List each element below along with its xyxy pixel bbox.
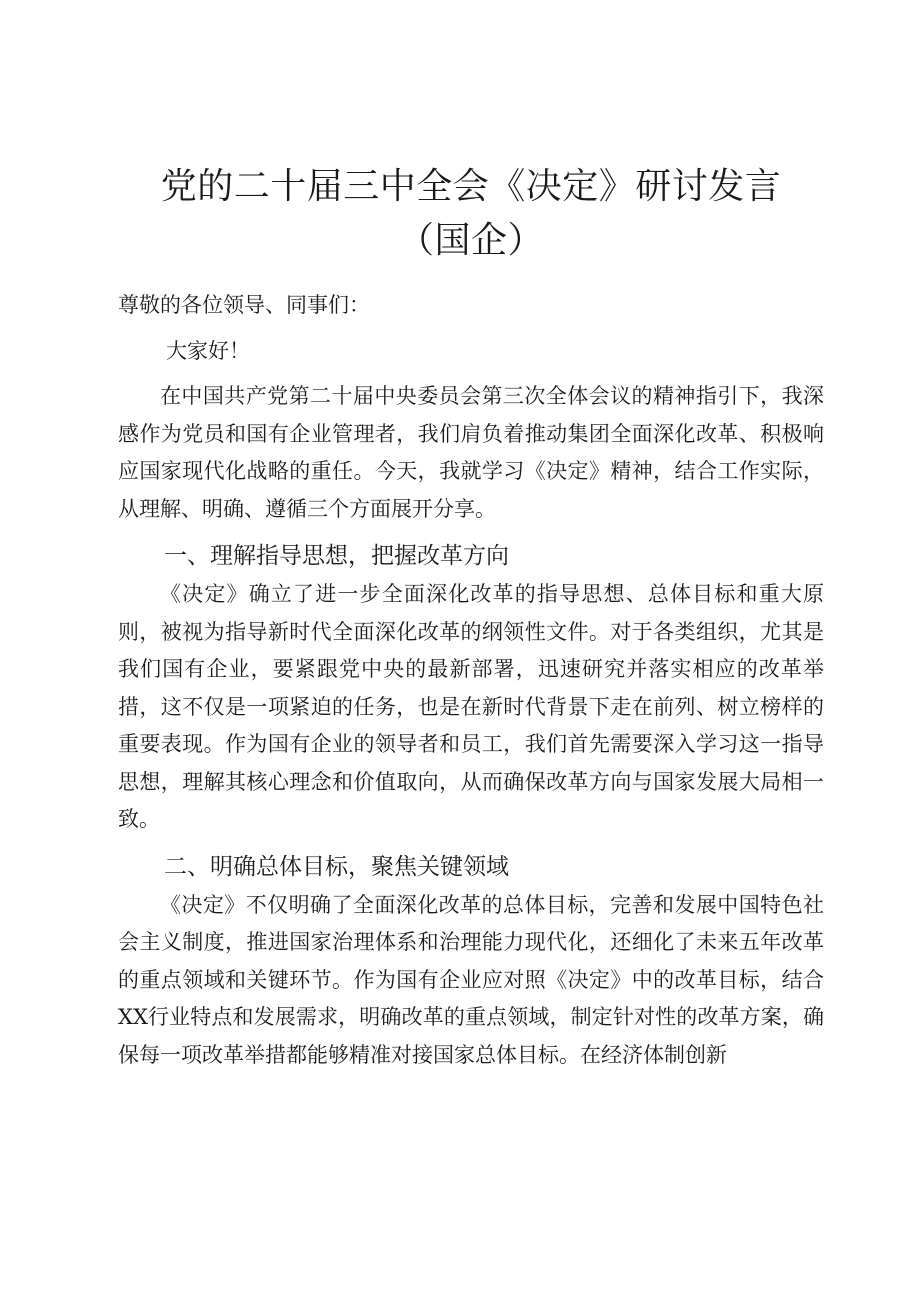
intro-paragraph: 在中国共产党第二十届中央委员会第三次全体会议的精神指引下，我深感作为党员和国有企业管理者，我们肩负着推动集团全面深化改革、积极响应国家现代化战略的重任。今天，我就学习《决定》精神，结合工作实际，从理解、明确、遵循三个方面展开分享。 [118, 384, 824, 521]
salutation: 尊敬的各位领导、同事们： [118, 293, 370, 317]
section-body-1: 《决定》确立了进一步全面深化改革的指导思想、总体目标和重大原则，被视为指导新时代全面深化改革的纲领性文件。对于各类组织，尤其是我们国有企业，要紧跟党中央的最新部署，迅速研究并落实相应的改革举措，这不仅是一项紧迫的任务，也是在新时代背景下走在前列、树立榜样的重要表现。作为国有企业的领导者和员工，我们首先需要深入学习这一指导思想，理解其核心理念和价值取向，从而确保改革方向与国家发展大局相一致。 [118, 582, 824, 831]
document-title: 党的二十届三中全会《决定》研讨发言（国企） [160, 166, 782, 261]
greeting: 大家好！ [166, 339, 250, 363]
section-heading-1: 一、理解指导思想，把握改革方向 [164, 543, 509, 569]
section-heading-2: 二、明确总体目标，聚焦关键领域 [164, 853, 509, 880]
section-body-2: 《决定》不仅明确了全面深化改革的总体目标，完善和发展中国特色社会主义制度，推进国家治理体系和治理能力现代化，还细化了未来五年改革的重点领域和关键环节。作为国有企业应对照《决定》中的改革目标，结合XX行业特点和发展需求，明确改革的重点领域，制定针对性的改革方案，确保每一项改革举措都能够精准对接国家总体目标。在经济体制创新 [118, 892, 824, 1067]
